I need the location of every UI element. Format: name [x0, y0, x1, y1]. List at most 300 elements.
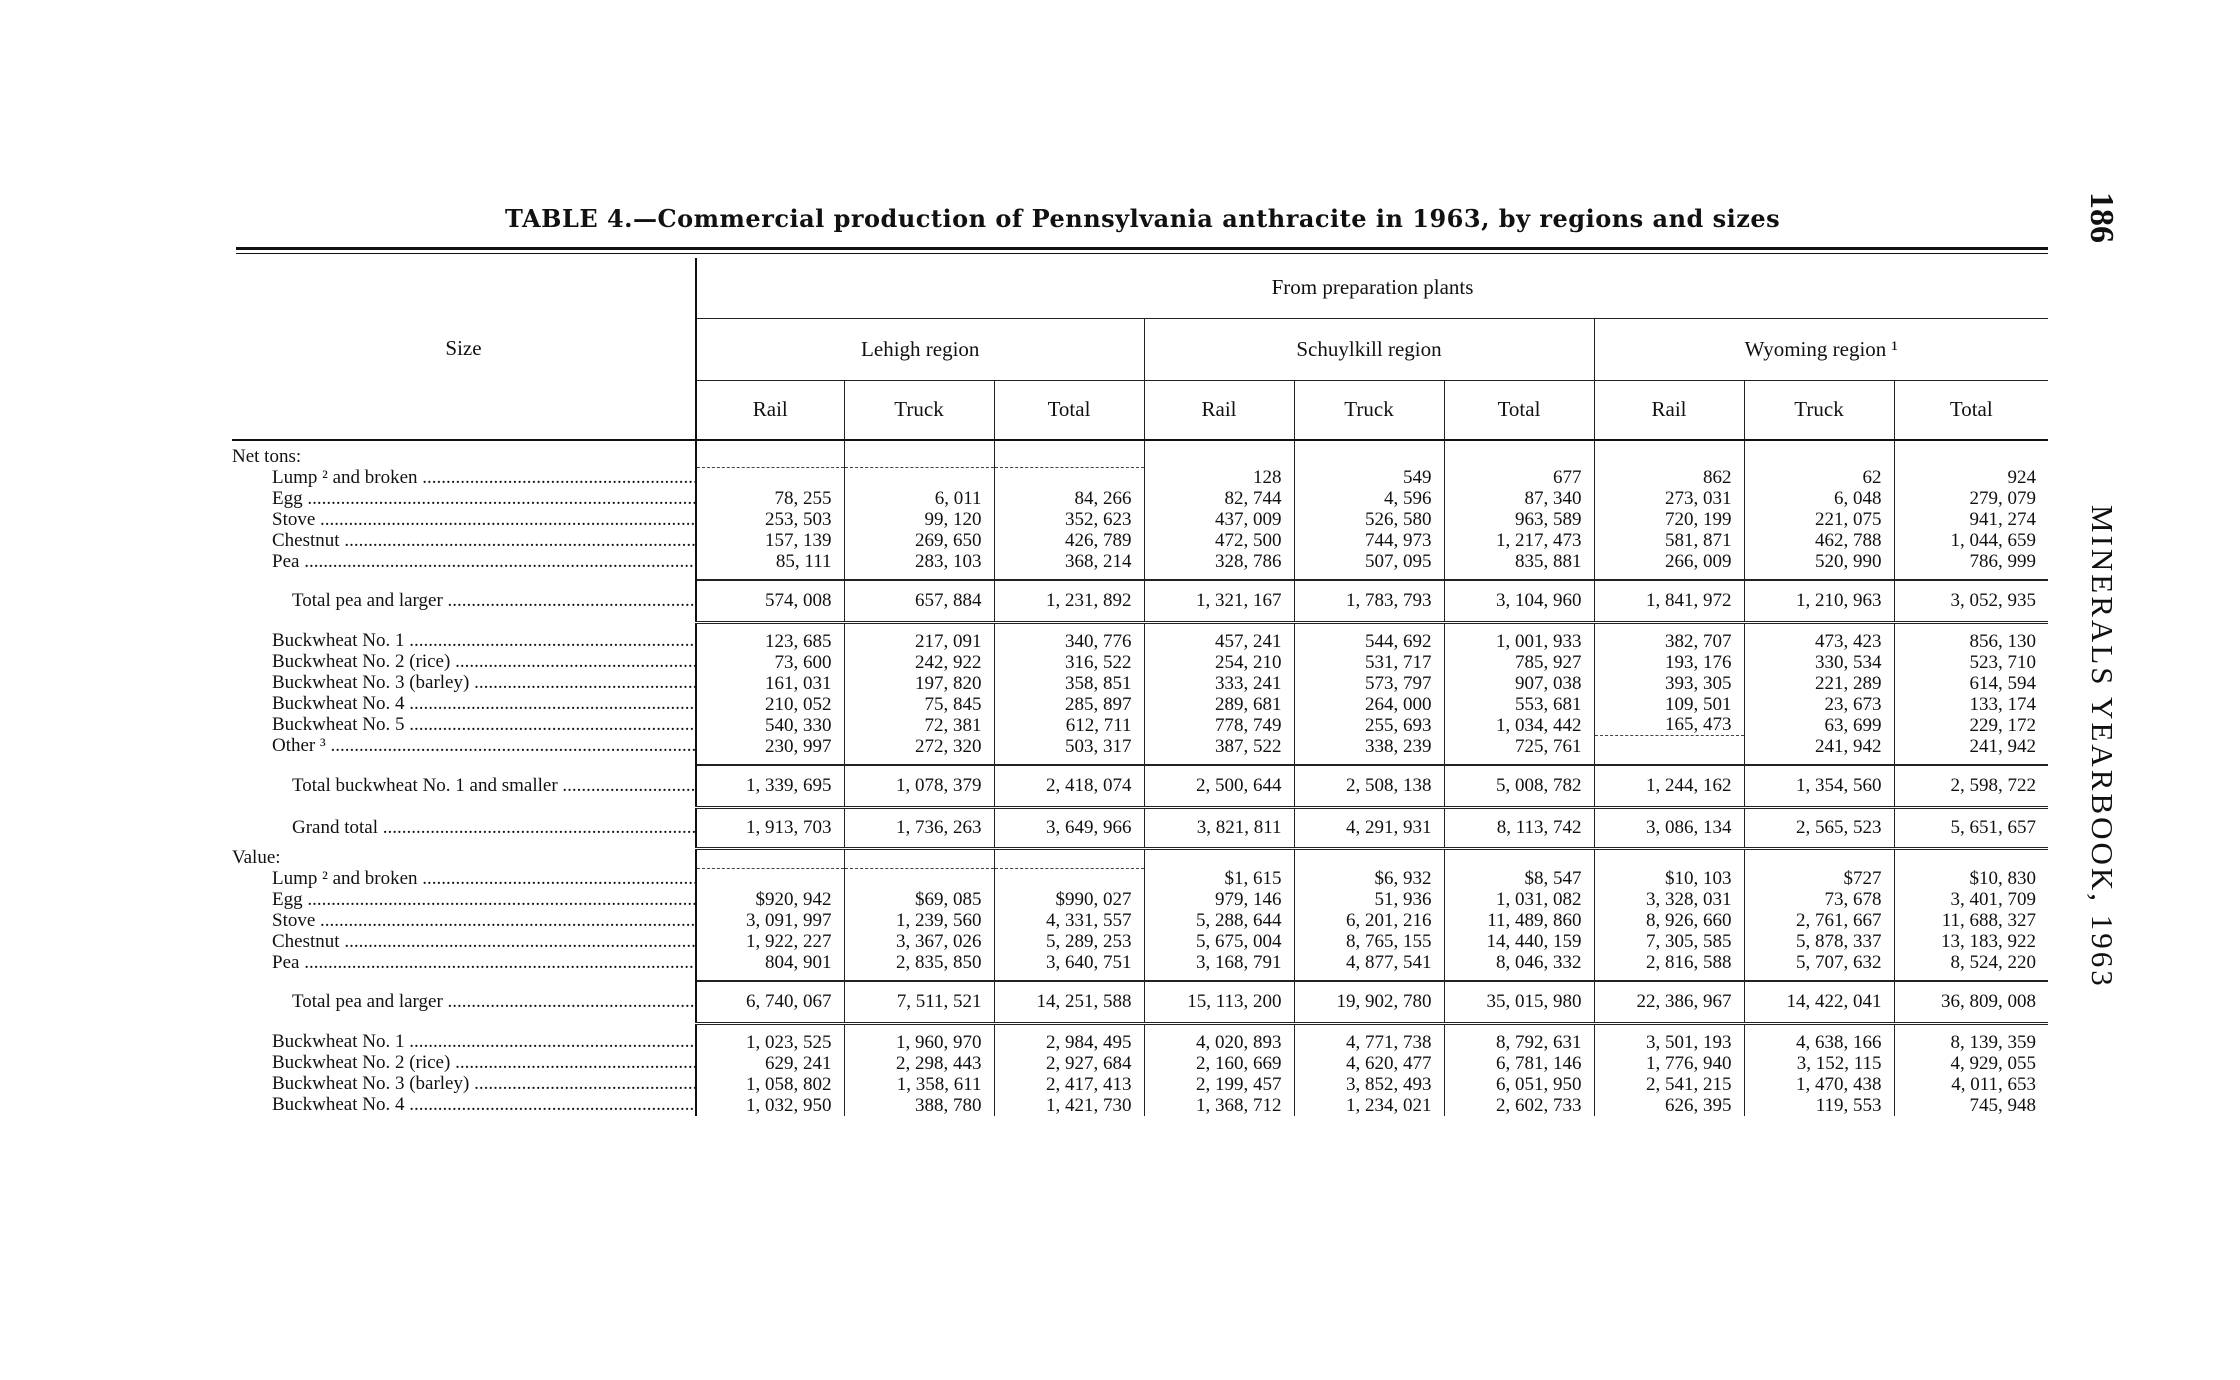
spacer-cell — [844, 572, 994, 580]
value-cell: 503, 317 — [994, 736, 1144, 757]
page-number: 186 — [2083, 192, 2120, 243]
value-cell: 472, 500 — [1144, 530, 1294, 551]
value-cell: 279, 079 — [1894, 488, 2048, 509]
value-cell: 553, 681 — [1444, 694, 1594, 715]
anthracite-table — [232, 258, 2048, 1116]
value-cell: 5, 289, 253 — [994, 931, 1144, 952]
value-cell: 1, 210, 963 — [1744, 580, 1894, 623]
row-label: Buckwheat No. 5 ..... — [232, 715, 696, 736]
value-cell: 197, 820 — [844, 673, 994, 694]
value-cell: 2, 500, 644 — [1144, 765, 1294, 808]
spacer-cell — [994, 623, 1144, 631]
table-row — [232, 580, 2048, 623]
spacer-cell — [994, 1024, 1144, 1032]
value-cell — [844, 467, 994, 488]
spacer-cell — [1894, 572, 2048, 580]
value-cell: 3, 104, 960 — [1444, 580, 1594, 623]
value-cell: 14, 251, 588 — [994, 981, 1144, 1024]
value-cell: 333, 241 — [1144, 673, 1294, 694]
value-cell: 8, 046, 332 — [1444, 952, 1594, 973]
value-cell: 5, 008, 782 — [1444, 765, 1594, 808]
value-cell: 266, 009 — [1594, 551, 1744, 572]
value-cell: 6, 051, 950 — [1444, 1074, 1594, 1095]
spacer-row — [232, 757, 2048, 765]
value-cell: 526, 580 — [1294, 509, 1444, 530]
value-cell: 221, 075 — [1744, 509, 1894, 530]
value-cell: 3, 649, 966 — [994, 807, 1144, 848]
value-cell: 1, 031, 082 — [1444, 889, 1594, 910]
value-cell: 269, 650 — [844, 530, 994, 551]
table-caption: TABLE 4.—Commercial production of Pennsylvania anthracite in 1963, by regions and sizes — [505, 204, 1781, 233]
value-cell: 1, 234, 021 — [1294, 1095, 1444, 1116]
value-cell: 3, 328, 031 — [1594, 889, 1744, 910]
value-cell: 193, 176 — [1594, 652, 1744, 673]
col-header: Total — [1894, 380, 2048, 440]
table-row — [232, 736, 2048, 757]
value-cell: 5, 707, 632 — [1744, 952, 1894, 973]
value-cell: 51, 936 — [1294, 889, 1444, 910]
value-cell: $727 — [1744, 868, 1894, 889]
spacer-cell — [1294, 757, 1444, 765]
value-cell: 242, 922 — [844, 652, 994, 673]
value-cell: $1, 615 — [1144, 868, 1294, 889]
col-header: Total — [994, 380, 1144, 440]
value-cell: 241, 942 — [1894, 736, 2048, 757]
value-cell: 941, 274 — [1894, 509, 2048, 530]
value-cell: 785, 927 — [1444, 652, 1594, 673]
value-cell: 23, 673 — [1744, 694, 1894, 715]
value-cell: 340, 776 — [994, 631, 1144, 652]
row-label: Chestnut ..... — [232, 530, 696, 551]
value-cell: 8, 792, 631 — [1444, 1032, 1594, 1053]
spacer-cell — [1294, 572, 1444, 580]
spacer-row — [232, 973, 2048, 981]
col-header: Truck — [1294, 380, 1444, 440]
value-cell: 1, 034, 442 — [1444, 715, 1594, 736]
value-cell: 531, 717 — [1294, 652, 1444, 673]
table-row — [232, 952, 2048, 973]
value-cell: 2, 541, 215 — [1594, 1074, 1744, 1095]
table-row — [232, 631, 2048, 652]
value-cell: 1, 736, 263 — [844, 807, 994, 848]
value-cell: 78, 255 — [696, 488, 844, 509]
region-header-schuylkill: Schuylkill region — [1144, 318, 1594, 380]
table-body — [232, 440, 2048, 1116]
value-cell: 5, 288, 644 — [1144, 910, 1294, 931]
value-cell: 165, 473 — [1594, 715, 1744, 736]
value-cell: 8, 113, 742 — [1444, 807, 1594, 848]
section-label: Net tons: — [232, 446, 302, 467]
value-cell: 128 — [1144, 467, 1294, 488]
value-cell: 1, 960, 970 — [844, 1032, 994, 1053]
spacer-cell — [1894, 1024, 2048, 1032]
value-cell: 2, 835, 850 — [844, 952, 994, 973]
spacer-cell — [1444, 623, 1594, 631]
value-cell: 253, 503 — [696, 509, 844, 530]
table-row — [232, 807, 2048, 848]
empty-cell — [1144, 440, 1294, 467]
table-row — [232, 488, 2048, 509]
value-cell: 393, 305 — [1594, 673, 1744, 694]
spacer-cell — [1594, 973, 1744, 981]
value-cell: $990, 027 — [994, 889, 1144, 910]
value-cell: 1, 913, 703 — [696, 807, 844, 848]
value-cell: 22, 386, 967 — [1594, 981, 1744, 1024]
row-label: Buckwheat No. 1 ..... — [232, 631, 696, 652]
empty-cell — [1294, 848, 1444, 868]
value-cell: 614, 594 — [1894, 673, 2048, 694]
value-cell: 907, 038 — [1444, 673, 1594, 694]
value-cell: 3, 852, 493 — [1294, 1074, 1444, 1095]
value-cell: 1, 001, 933 — [1444, 631, 1594, 652]
row-label: Other ³ ..... — [232, 736, 696, 757]
spacer-cell — [1594, 572, 1744, 580]
size-header: Size — [232, 258, 696, 440]
value-cell: 2, 984, 495 — [994, 1032, 1144, 1053]
value-cell: 4, 291, 931 — [1294, 807, 1444, 848]
value-cell: 264, 000 — [1294, 694, 1444, 715]
value-cell — [994, 868, 1144, 889]
value-cell: 6, 048 — [1744, 488, 1894, 509]
value-cell: 1, 023, 525 — [696, 1032, 844, 1053]
spacer-cell — [232, 757, 696, 765]
value-cell: 85, 111 — [696, 551, 844, 572]
value-cell: 1, 776, 940 — [1594, 1053, 1744, 1074]
spacer-cell — [1894, 973, 2048, 981]
table-row — [232, 1095, 2048, 1116]
value-cell: 221, 289 — [1744, 673, 1894, 694]
spacer-row — [232, 1024, 2048, 1032]
value-cell: 924 — [1894, 467, 2048, 488]
empty-cell — [1594, 440, 1744, 467]
table-row — [232, 509, 2048, 530]
value-cell: 1, 358, 611 — [844, 1074, 994, 1095]
value-cell: 657, 884 — [844, 580, 994, 623]
spacer-cell — [1744, 623, 1894, 631]
row-label: Buckwheat No. 3 (barley) ..... — [232, 1074, 696, 1095]
value-cell: 1, 078, 379 — [844, 765, 994, 808]
value-cell: 3, 152, 115 — [1744, 1053, 1894, 1074]
value-cell: 457, 241 — [1144, 631, 1294, 652]
spacer-cell — [1894, 757, 2048, 765]
value-cell: 157, 139 — [696, 530, 844, 551]
row-label: Lump ² and broken ..... — [232, 467, 696, 488]
value-cell — [696, 467, 844, 488]
value-cell: 1, 244, 162 — [1594, 765, 1744, 808]
spacer-cell — [232, 623, 696, 631]
value-cell: 73, 678 — [1744, 889, 1894, 910]
value-cell: 11, 489, 860 — [1444, 910, 1594, 931]
value-cell: 540, 330 — [696, 715, 844, 736]
value-cell: 629, 241 — [696, 1053, 844, 1074]
spacer-cell — [1894, 623, 2048, 631]
empty-cell — [1444, 440, 1594, 467]
col-header: Rail — [1594, 380, 1744, 440]
value-cell: 3, 168, 791 — [1144, 952, 1294, 973]
value-cell: 979, 146 — [1144, 889, 1294, 910]
value-cell: 856, 130 — [1894, 631, 2048, 652]
value-cell: 387, 522 — [1144, 736, 1294, 757]
value-cell: 744, 973 — [1294, 530, 1444, 551]
value-cell: 15, 113, 200 — [1144, 981, 1294, 1024]
empty-cell — [1144, 848, 1294, 868]
value-cell: $10, 830 — [1894, 868, 2048, 889]
empty-cell — [1894, 848, 2048, 868]
value-cell — [696, 868, 844, 889]
value-cell: 241, 942 — [1744, 736, 1894, 757]
value-cell: 2, 418, 074 — [994, 765, 1144, 808]
value-cell: 285, 897 — [994, 694, 1144, 715]
row-label: Total pea and larger ..... — [232, 580, 696, 623]
spacer-cell — [1744, 572, 1894, 580]
value-cell: 1, 032, 950 — [696, 1095, 844, 1116]
value-cell: 4, 596 — [1294, 488, 1444, 509]
value-cell: 4, 877, 541 — [1294, 952, 1444, 973]
value-cell: 4, 011, 653 — [1894, 1074, 2048, 1095]
row-label: Total buckwheat No. 1 and smaller ..... — [232, 765, 696, 808]
value-cell: $920, 942 — [696, 889, 844, 910]
value-cell: 119, 553 — [1744, 1095, 1894, 1116]
col-header: Rail — [696, 380, 844, 440]
value-cell: 778, 749 — [1144, 715, 1294, 736]
value-cell: 1, 239, 560 — [844, 910, 994, 931]
value-cell — [994, 467, 1144, 488]
col-header: Truck — [1744, 380, 1894, 440]
section-row — [232, 440, 2048, 467]
row-label: Buckwheat No. 2 (rice) ..... — [232, 1053, 696, 1074]
table-row — [232, 889, 2048, 910]
value-cell: 3, 821, 811 — [1144, 807, 1294, 848]
row-label: Pea ..... — [232, 551, 696, 572]
group-header: From preparation plants — [696, 258, 2048, 318]
spacer-cell — [1144, 1024, 1294, 1032]
value-cell: 6, 201, 216 — [1294, 910, 1444, 931]
value-cell: 1, 321, 167 — [1144, 580, 1294, 623]
value-cell: 549 — [1294, 467, 1444, 488]
empty-cell — [844, 848, 994, 868]
value-cell: 330, 534 — [1744, 652, 1894, 673]
spacer-cell — [1144, 623, 1294, 631]
row-label: Buckwheat No. 4 ..... — [232, 694, 696, 715]
value-cell: 4, 638, 166 — [1744, 1032, 1894, 1053]
value-cell: 3, 640, 751 — [994, 952, 1144, 973]
value-cell — [1594, 736, 1744, 757]
row-label: Stove ..... — [232, 910, 696, 931]
value-cell: 8, 139, 359 — [1894, 1032, 2048, 1053]
value-cell: 352, 623 — [994, 509, 1144, 530]
table-row — [232, 467, 2048, 488]
row-label: Buckwheat No. 1 ..... — [232, 1032, 696, 1053]
row-label: Lump ² and broken ..... — [232, 868, 696, 889]
value-cell: 72, 381 — [844, 715, 994, 736]
value-cell: 283, 103 — [844, 551, 994, 572]
spacer-cell — [1144, 572, 1294, 580]
spacer-cell — [232, 1024, 696, 1032]
value-cell: 382, 707 — [1594, 631, 1744, 652]
value-cell: 1, 470, 438 — [1744, 1074, 1894, 1095]
spacer-cell — [1144, 757, 1294, 765]
value-cell: 745, 948 — [1894, 1095, 2048, 1116]
value-cell: 8, 765, 155 — [1294, 931, 1444, 952]
empty-cell — [1594, 848, 1744, 868]
value-cell: 5, 878, 337 — [1744, 931, 1894, 952]
value-cell: 229, 172 — [1894, 715, 2048, 736]
table-row — [232, 694, 2048, 715]
value-cell: 804, 901 — [696, 952, 844, 973]
spacer-cell — [844, 1024, 994, 1032]
value-cell: 1, 783, 793 — [1294, 580, 1444, 623]
spacer-cell — [1744, 973, 1894, 981]
spacer-cell — [844, 973, 994, 981]
value-cell: 4, 331, 557 — [994, 910, 1144, 931]
spacer-cell — [1294, 1024, 1444, 1032]
value-cell: 862 — [1594, 467, 1744, 488]
value-cell: 254, 210 — [1144, 652, 1294, 673]
value-cell: 273, 031 — [1594, 488, 1744, 509]
value-cell: 230, 997 — [696, 736, 844, 757]
spacer-cell — [1744, 757, 1894, 765]
value-cell: 109, 501 — [1594, 694, 1744, 715]
row-label: Egg ..... — [232, 488, 696, 509]
value-cell: 581, 871 — [1594, 530, 1744, 551]
spacer-cell — [994, 973, 1144, 981]
spacer-cell — [1294, 623, 1444, 631]
value-cell: 289, 681 — [1144, 694, 1294, 715]
value-cell: 272, 320 — [844, 736, 994, 757]
spacer-cell — [696, 1024, 844, 1032]
value-cell: 2, 816, 588 — [1594, 952, 1744, 973]
value-cell: 161, 031 — [696, 673, 844, 694]
section-label: Value: — [232, 848, 281, 868]
spacer-row — [232, 623, 2048, 631]
value-cell: 87, 340 — [1444, 488, 1594, 509]
spacer-cell — [696, 757, 844, 765]
empty-cell — [994, 440, 1144, 467]
value-cell: $8, 547 — [1444, 868, 1594, 889]
empty-cell — [1894, 440, 2048, 467]
table-row — [232, 1074, 2048, 1095]
value-cell: $10, 103 — [1594, 868, 1744, 889]
top-rule-thin — [236, 253, 2048, 254]
value-cell: 544, 692 — [1294, 631, 1444, 652]
value-cell: 2, 298, 443 — [844, 1053, 994, 1074]
empty-cell — [1744, 440, 1894, 467]
row-label: Total pea and larger ..... — [232, 981, 696, 1024]
region-header-wyoming: Wyoming region ¹ — [1594, 318, 2048, 380]
value-cell: 3, 367, 026 — [844, 931, 994, 952]
row-label: Stove ..... — [232, 509, 696, 530]
spacer-cell — [844, 623, 994, 631]
spacer-cell — [994, 757, 1144, 765]
value-cell: 2, 417, 413 — [994, 1074, 1144, 1095]
spacer-cell — [1444, 572, 1594, 580]
value-cell: 3, 086, 134 — [1594, 807, 1744, 848]
value-cell: 210, 052 — [696, 694, 844, 715]
value-cell: 677 — [1444, 467, 1594, 488]
value-cell: 14, 440, 159 — [1444, 931, 1594, 952]
table-row — [232, 981, 2048, 1024]
value-cell: 473, 423 — [1744, 631, 1894, 652]
value-cell: 523, 710 — [1894, 652, 2048, 673]
spacer-cell — [1444, 757, 1594, 765]
value-cell: 4, 929, 055 — [1894, 1053, 2048, 1074]
value-cell: 63, 699 — [1744, 715, 1894, 736]
spacer-cell — [232, 572, 696, 580]
spacer-cell — [232, 973, 696, 981]
value-cell: 5, 651, 657 — [1894, 807, 2048, 848]
value-cell: 338, 239 — [1294, 736, 1444, 757]
value-cell: 1, 231, 892 — [994, 580, 1144, 623]
spacer-cell — [696, 973, 844, 981]
value-cell: 612, 711 — [994, 715, 1144, 736]
value-cell: 1, 058, 802 — [696, 1074, 844, 1095]
value-cell: 2, 602, 733 — [1444, 1095, 1594, 1116]
spacer-row — [232, 572, 2048, 580]
value-cell: 84, 266 — [994, 488, 1144, 509]
value-cell: 4, 620, 477 — [1294, 1053, 1444, 1074]
value-cell: 835, 881 — [1444, 551, 1594, 572]
value-cell: 6, 011 — [844, 488, 994, 509]
value-cell: 3, 091, 997 — [696, 910, 844, 931]
value-cell: $69, 085 — [844, 889, 994, 910]
value-cell: 217, 091 — [844, 631, 994, 652]
col-header: Total — [1444, 380, 1594, 440]
region-header-lehigh: Lehigh region — [696, 318, 1144, 380]
value-cell: 358, 851 — [994, 673, 1144, 694]
table-header — [232, 258, 2048, 440]
row-label: Pea ..... — [232, 952, 696, 973]
row-label: Buckwheat No. 2 (rice) ..... — [232, 652, 696, 673]
value-cell: 75, 845 — [844, 694, 994, 715]
value-cell: 1, 339, 695 — [696, 765, 844, 808]
value-cell: 1, 044, 659 — [1894, 530, 2048, 551]
empty-cell — [1444, 848, 1594, 868]
value-cell: 725, 761 — [1444, 736, 1594, 757]
value-cell: 7, 305, 585 — [1594, 931, 1744, 952]
value-cell: 35, 015, 980 — [1444, 981, 1594, 1024]
value-cell: 99, 120 — [844, 509, 994, 530]
value-cell: 8, 926, 660 — [1594, 910, 1744, 931]
value-cell: 720, 199 — [1594, 509, 1744, 530]
value-cell: 6, 740, 067 — [696, 981, 844, 1024]
value-cell: 19, 902, 780 — [1294, 981, 1444, 1024]
row-label: Buckwheat No. 3 (barley) ..... — [232, 673, 696, 694]
value-cell: 4, 771, 738 — [1294, 1032, 1444, 1053]
row-label: Buckwheat No. 4 ..... — [232, 1095, 696, 1116]
empty-cell — [1294, 440, 1444, 467]
value-cell: 133, 174 — [1894, 694, 2048, 715]
empty-cell — [696, 440, 844, 467]
value-cell: 82, 744 — [1144, 488, 1294, 509]
table-row — [232, 1053, 2048, 1074]
table-row — [232, 551, 2048, 572]
value-cell: 2, 199, 457 — [1144, 1074, 1294, 1095]
value-cell: 14, 422, 041 — [1744, 981, 1894, 1024]
spacer-cell — [1594, 757, 1744, 765]
value-cell: 1, 217, 473 — [1444, 530, 1594, 551]
value-cell: 437, 009 — [1144, 509, 1294, 530]
value-cell: 123, 685 — [696, 631, 844, 652]
empty-cell — [994, 848, 1144, 868]
spacer-cell — [1144, 973, 1294, 981]
table-row — [232, 868, 2048, 889]
value-cell: 2, 160, 669 — [1144, 1053, 1294, 1074]
spacer-cell — [1744, 1024, 1894, 1032]
value-cell: 2, 565, 523 — [1744, 807, 1894, 848]
spacer-cell — [1594, 623, 1744, 631]
value-cell: 2, 761, 667 — [1744, 910, 1894, 931]
value-cell: 462, 788 — [1744, 530, 1894, 551]
